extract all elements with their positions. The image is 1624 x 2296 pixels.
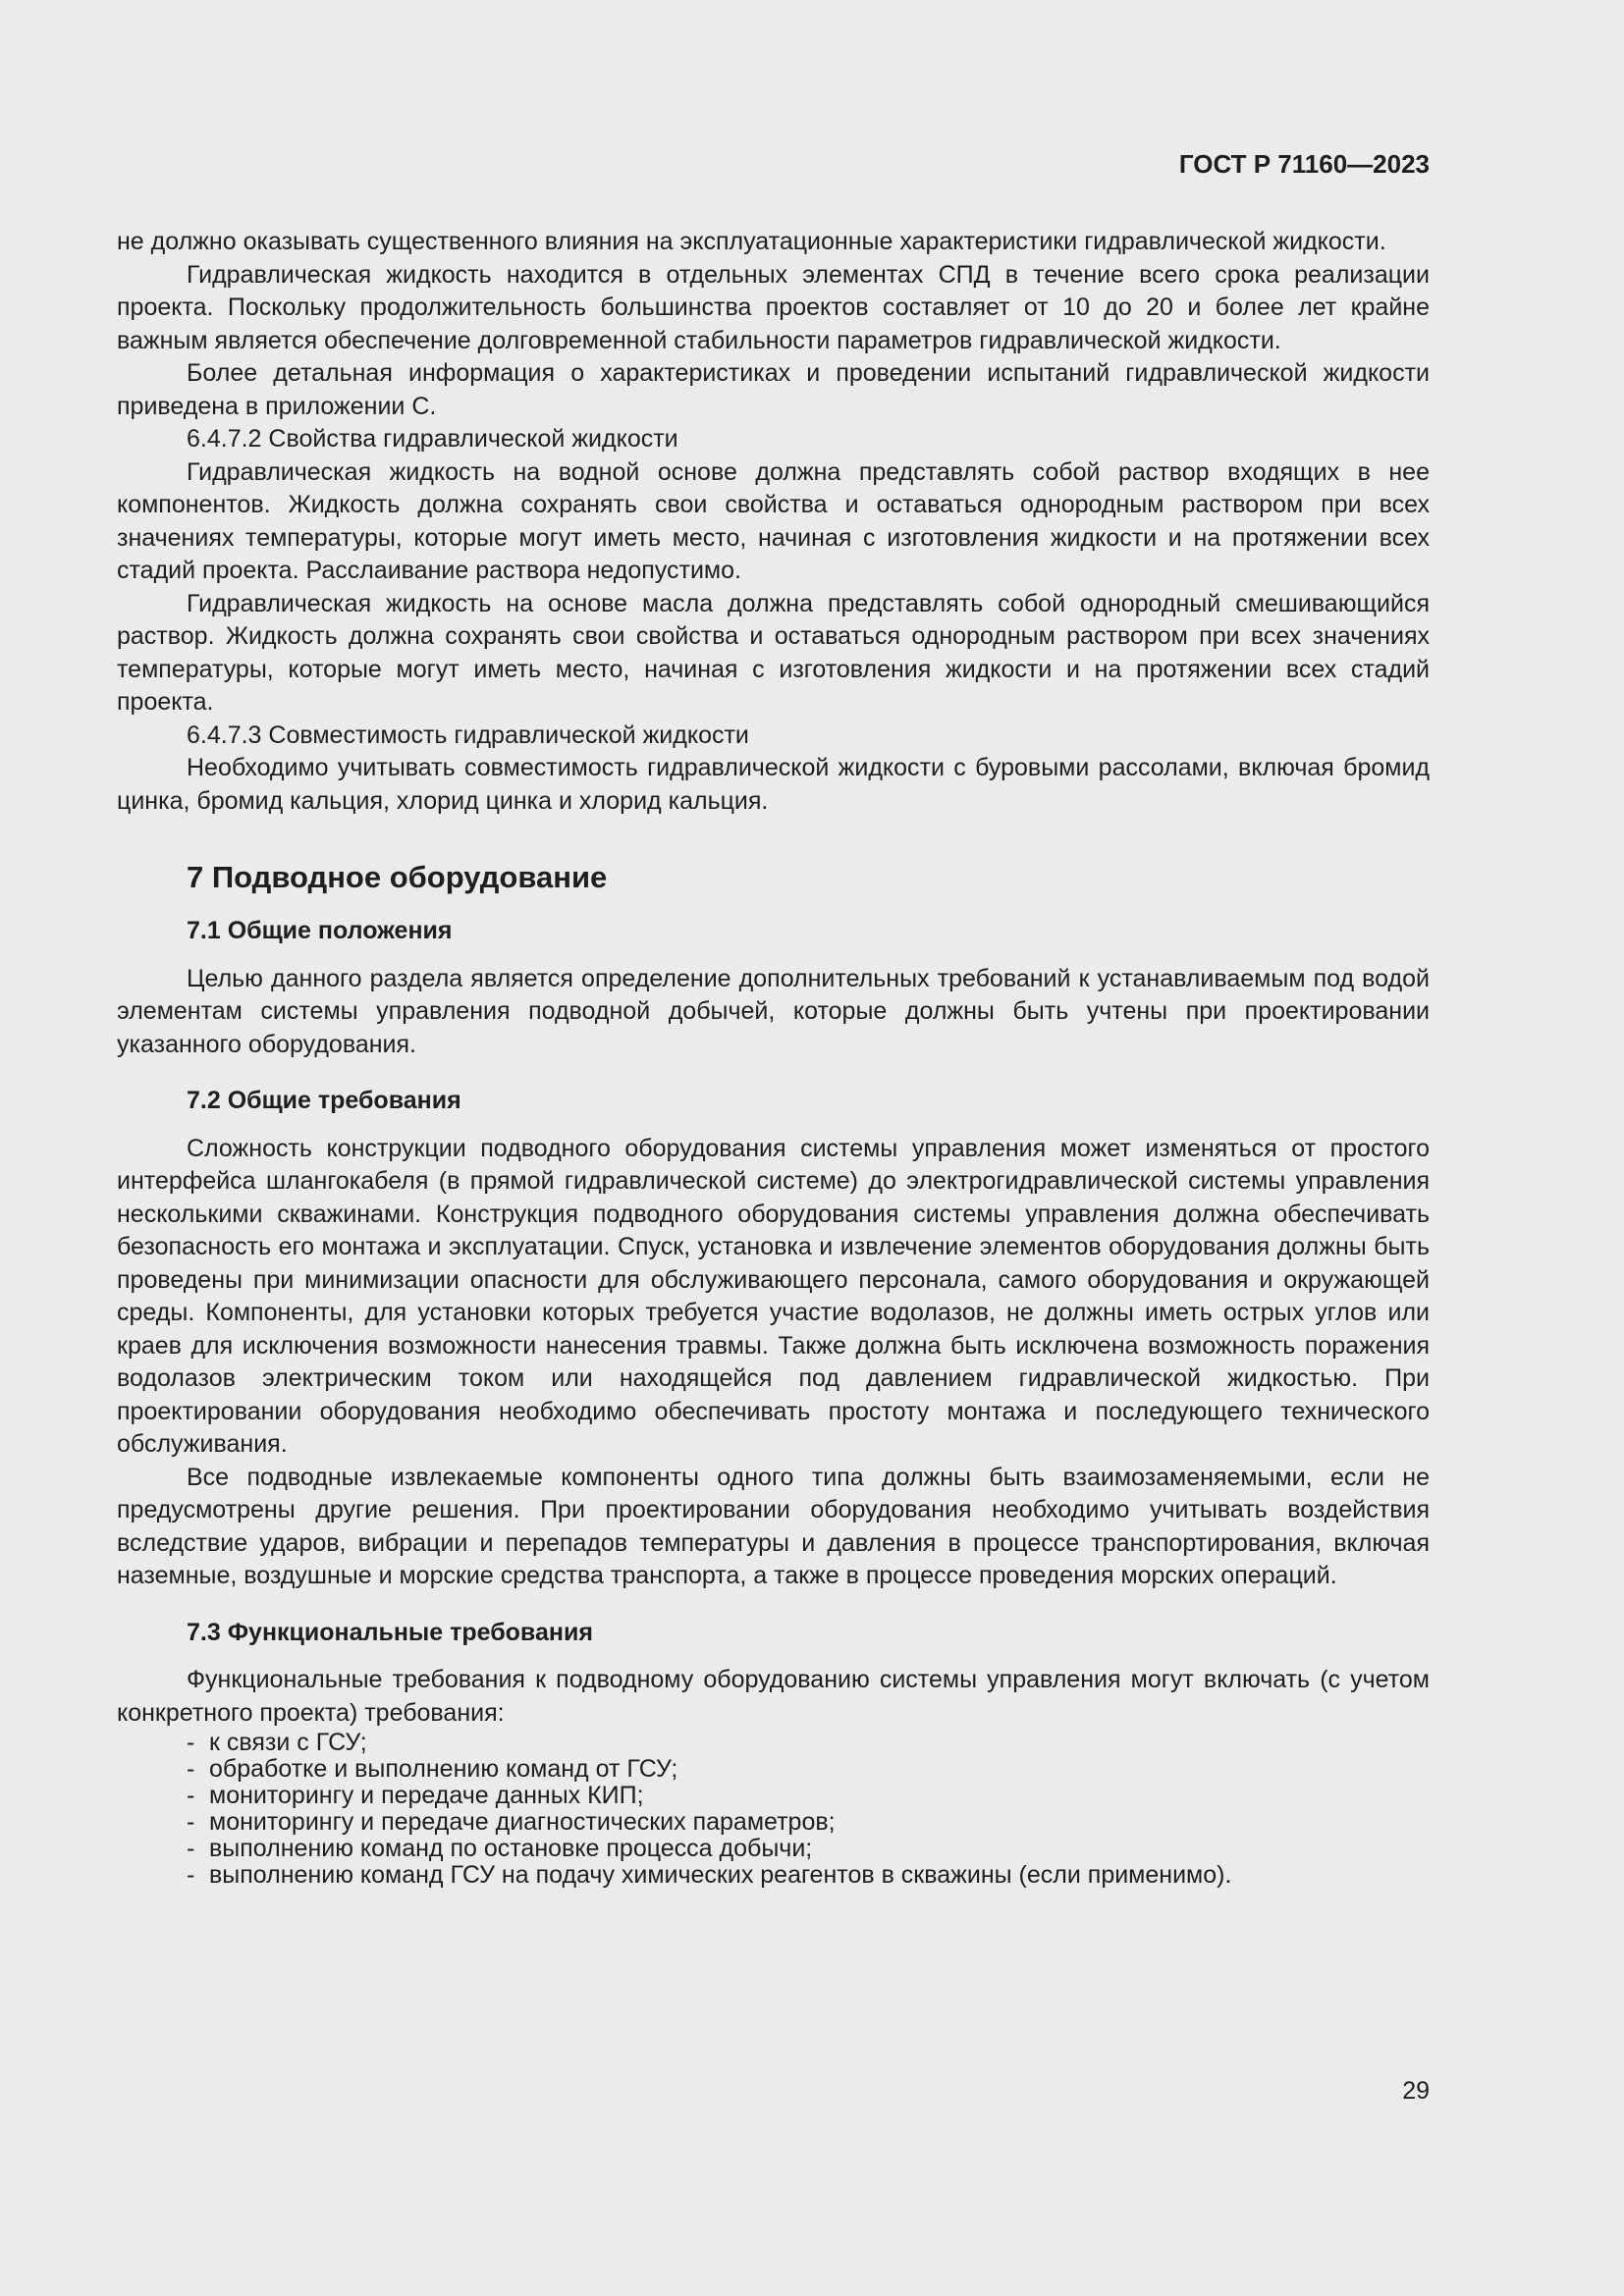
- paragraph-7-2-interchangeability: Все подводные извлекаемые компоненты одного типа должны быть взаимозаменяемыми, если не предусмотрены другие решения. При проектировании оборудования необходимо учитывать воздействия вследствие ударов, вибрации и перепадов температуры и давления в процессе транспортирования, включая наземные, воздушные и морские средства транспорта, а также в процессе проведения морских операций.: [117, 1463, 1430, 1589]
- list-item-text: обработке и выполнению команд от ГСУ;: [209, 1755, 678, 1783]
- list-item-text: мониторингу и передаче диагностических параметров;: [209, 1808, 836, 1836]
- section-heading-7-1: 7.1 Общие положения: [187, 917, 453, 944]
- document-code: ГОСТ Р 71160—2023: [1178, 149, 1430, 179]
- section-heading-7-3: 7.3 Функциональные требования: [187, 1618, 593, 1646]
- list-item-text: к связи с ГСУ;: [209, 1729, 367, 1756]
- paragraph-appendix-reference: Более детальная информация о характеристиках и проведении испытаний гидравлической жидкости приведена в приложении С.: [117, 359, 1430, 420]
- list-item-text: мониторингу и передаче данных КИП;: [209, 1782, 644, 1809]
- paragraph-continued: не должно оказывать существенного влияния на эксплуатационные характеристики гидравлической жидкости.: [117, 228, 1386, 255]
- section-heading-7: 7 Подводное оборудование: [187, 860, 608, 894]
- list-item: [187, 1730, 1430, 1756]
- page-number: 29: [1402, 2077, 1430, 2105]
- list-dash: -: [187, 1861, 195, 1889]
- list-dash: -: [187, 1782, 195, 1809]
- list-item: [187, 1809, 1430, 1836]
- subclause-heading-6-4-7-3: 6.4.7.3 Совместимость гидравлической жидкости: [187, 721, 749, 749]
- list-item-text: выполнению команд ГСУ на подачу химических реагентов в скважины (если применимо).: [209, 1861, 1232, 1889]
- list-dash: -: [187, 1729, 195, 1756]
- paragraph-water-based-fluid: Гидравлическая жидкость на водной основе должна представлять собой раствор входящих в нее компонентов. Жидкость должна сохранять свои свойства и оставаться однородным раствором при всех значениях температуры, которые могут иметь место, начиная с изготовления жидкости и на протяжении всех стадий проекта. Расслаивание раствора недопустимо.: [117, 457, 1430, 584]
- paragraph-fluid-duration: Гидравлическая жидкость находится в отдельных элементах СПД в течение всего срока реализации проекта. Поскольку продолжительность большинства проектов составляет от 10 до 20 и более лет крайне важным является обеспечение долговременной стабильности параметров гидравлической жидкости.: [117, 260, 1430, 354]
- paragraph-7-1: Целью данного раздела является определение дополнительных требований к устанавливаемым под водой элементам системы управления подводной добычей, которые должны быть учтены при проектировании указанного оборудования.: [117, 964, 1430, 1058]
- list-item: [187, 1756, 1430, 1783]
- subclause-heading-6-4-7-2: 6.4.7.2 Свойства гидравлической жидкости: [187, 425, 678, 453]
- list-dash: -: [187, 1835, 195, 1862]
- list-dash: -: [187, 1808, 195, 1836]
- paragraph-7-3-intro: Функциональные требования к подводному оборудованию системы управления могут включать (с учетом конкретного проекта) требования:: [117, 1666, 1430, 1727]
- paragraph-7-2-design: Сложность конструкции подводного оборудования системы управления может изменяться от простого интерфейса шлангокабеля (в прямой гидравлической системе) до электрогидравлической системы управления несколькими скважинами. Конструкция подводного оборудования системы управления должна обеспечивать безопасность его монтажа и эксплуатации. Спуск, установка и извлечение элементов оборудования должны быть проведены при минимизации опасности для обслуживающего персонала, самого оборудования и окружающей среды. Компоненты, для установки которых требуется участие водолазов, не должны иметь острых углов или краев для исключения возможности нанесения травмы. Также должна быть исключена возможность поражения водолазов электрическим током или находящейся под давлением гидравлической жидкостью. При проектировании оборудования необходимо обеспечивать простоту монтажа и последующего технического обслуживания.: [117, 1134, 1430, 1458]
- paragraph-oil-based-fluid: Гидравлическая жидкость на основе масла должна представлять собой однородный смешивающийся раствор. Жидкость должна сохранять свои свойства и оставаться однородным раствором при всех значениях температуры, которые могут иметь место, начиная с изготовления жидкости и на протяжении всех стадий проекта.: [117, 589, 1430, 716]
- list-item: [187, 1783, 1430, 1809]
- page-content: [117, 226, 1430, 1889]
- list-item-text: выполнению команд по остановке процесса добычи;: [209, 1835, 813, 1862]
- list-item: [187, 1862, 1430, 1889]
- list-item: [187, 1836, 1430, 1862]
- requirements-list: [117, 1730, 1430, 1889]
- list-dash: -: [187, 1755, 195, 1783]
- section-heading-7-2: 7.2 Общие требования: [187, 1087, 461, 1114]
- paragraph-fluid-compatibility: Необходимо учитывать совместимость гидравлической жидкости с буровыми рассолами, включая бромид цинка, бромид кальция, хлорид цинка и хлорид кальция.: [117, 754, 1430, 815]
